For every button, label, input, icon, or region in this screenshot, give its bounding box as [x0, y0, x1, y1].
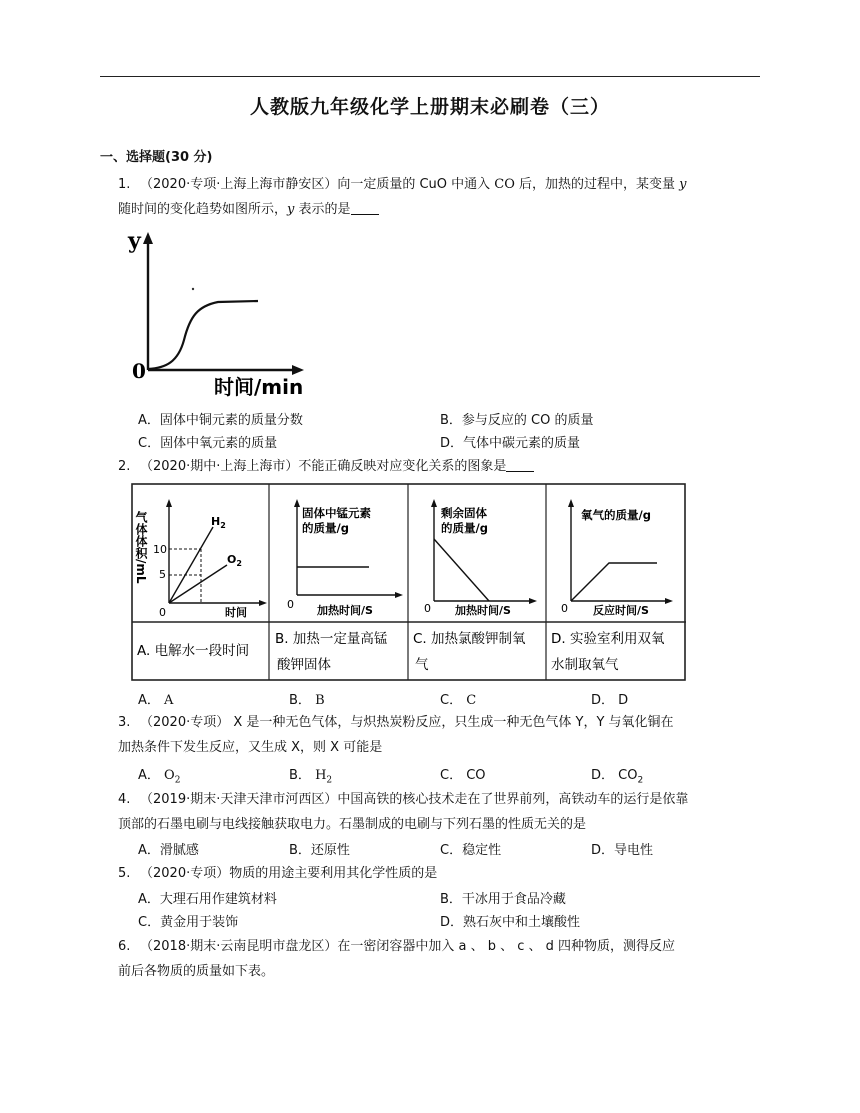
question-text: （2020·专项） X 是一种无色气体，与炽热炭粉反应，只生成一种无色气体 Y，Y 与氧化铜在: [140, 715, 674, 730]
question-5: [118, 861, 762, 886]
x-axis-label: 加热时间/S: [317, 604, 373, 617]
question-text: （2019·期末·天津天津市河西区）中国高铁的核心技术走在了世界前列，高铁动车的运行是依靠: [140, 792, 689, 807]
variable-y: y: [287, 202, 295, 217]
question-number: 1.: [118, 177, 131, 192]
y-axis-label: y: [128, 228, 141, 254]
origin-label: 0: [159, 606, 166, 619]
q1-graph: [126, 228, 316, 400]
y-axis-arrow: [294, 499, 300, 507]
header-rule: [100, 76, 760, 77]
y-axis-label: 固体中锰元素: [302, 506, 371, 520]
h2-line: [169, 527, 213, 603]
formula-co: CO: [494, 177, 515, 192]
x-axis-label: 反应时间/S: [593, 604, 649, 617]
panel-c-caption: C. 加热氯酸钾制氧: [413, 631, 526, 647]
o2-label: $O_2$: [227, 553, 242, 568]
origin-label: 0: [424, 602, 431, 615]
panel-b-caption-2: 酸钾固体: [277, 657, 331, 673]
option-d[interactable]: D．气体中碳元素的质量: [440, 436, 581, 451]
question-number: 6.: [118, 939, 131, 954]
option-a[interactable]: A．大理石用作建筑材料: [138, 892, 277, 907]
option-d[interactable]: D． $CO_2$: [591, 768, 644, 786]
question-text: 表示的是: [294, 202, 351, 217]
option-a[interactable]: A．滑腻感: [138, 843, 199, 858]
y-axis-label: 氧气的质量/g: [581, 508, 651, 522]
option-d[interactable]: D．熟石灰中和土壤酸性: [440, 915, 581, 930]
question-3-line2: 加热条件下发生反应，又生成 X，则 X 可能是: [118, 740, 383, 755]
decreasing-line: [434, 539, 489, 601]
y-axis-label: 剩余固体: [441, 506, 487, 520]
y-axis-label: 气体体积/mL: [134, 511, 148, 584]
option-b[interactable]: B．干冰用于食品冷藏: [440, 892, 566, 907]
question-2: [118, 454, 762, 479]
panel-d-caption-2: 水制取氧气: [551, 657, 619, 673]
option-c[interactable]: C． C: [440, 693, 477, 708]
option-c[interactable]: C．固体中氧元素的质量: [138, 436, 278, 451]
o2-line: [169, 565, 227, 603]
question-number: 5.: [118, 866, 131, 881]
question-4-line2: 顶部的石墨电刷与电线接触获取电力。石墨制成的电刷与下列石墨的性质无关的是: [118, 817, 587, 832]
x-axis-arrow: [259, 600, 267, 606]
y-axis-arrow: [166, 499, 172, 507]
panel-d-graph: [551, 499, 673, 673]
answer-blank[interactable]: [351, 201, 379, 215]
trend-curve: [148, 301, 258, 369]
panel-d-caption: D. 实验室利用双氧: [551, 631, 665, 647]
origin-label: 0: [132, 359, 146, 383]
option-c[interactable]: C．黄金用于装饰: [138, 915, 239, 930]
option-d[interactable]: D． D: [591, 693, 629, 708]
option-c[interactable]: C．稳定性: [440, 843, 502, 858]
dot-mark: [192, 288, 194, 290]
option-b[interactable]: B． $H_2$: [289, 768, 333, 786]
answer-blank[interactable]: [506, 458, 534, 472]
y-axis-arrow: [568, 499, 574, 507]
question-text: 随时间的变化趋势如图所示，: [118, 202, 288, 217]
option-d[interactable]: D．导电性: [591, 843, 654, 858]
option-b[interactable]: B．参与反应的 CO 的质量: [440, 413, 594, 428]
x-axis-arrow: [665, 598, 673, 604]
option-b[interactable]: B．还原性: [289, 843, 350, 858]
y-axis-arrow: [143, 232, 153, 244]
rising-then-flat-line: [571, 563, 657, 601]
x-axis-arrow: [395, 592, 403, 598]
question-number: 3.: [118, 715, 131, 730]
option-c[interactable]: C． CO: [440, 768, 486, 783]
x-axis-label: 加热时间/S: [455, 604, 511, 617]
question-text: （2020·专项）物质的用途主要利用其化学性质的是: [140, 866, 438, 881]
option-a[interactable]: A．固体中铜元素的质量分数: [138, 413, 303, 428]
panel-c-graph: [413, 499, 537, 673]
question-text: 后，加热的过程中，某变量: [514, 177, 680, 192]
panel-b-caption: B. 加热一定量高锰: [275, 631, 388, 647]
question-number: 2.: [118, 459, 131, 474]
question-number: 4.: [118, 792, 131, 807]
h2-label: $H_2$: [211, 515, 226, 530]
question-text: （2020·专项·上海上海市静安区）向一定质量的 CuO 中通入: [140, 177, 495, 192]
origin-label: 0: [287, 598, 294, 611]
x-axis-arrow: [292, 365, 304, 375]
section-heading: 一、选择题(30 分): [100, 150, 213, 165]
panel-c-caption-2: 气: [415, 657, 429, 673]
y-axis-label-2: 的质量/g: [302, 521, 349, 535]
panel-a-graph: [134, 499, 267, 659]
option-b[interactable]: B． B: [289, 693, 325, 708]
tick-10: 10: [153, 543, 167, 556]
y-axis-arrow: [431, 499, 437, 507]
question-6-line2: 前后各物质的质量如下表。: [118, 964, 275, 979]
x-axis-label: 时间/min: [214, 375, 304, 399]
variable-y: y: [679, 177, 687, 192]
panel-b-graph: [275, 499, 403, 673]
option-a[interactable]: A． A: [138, 693, 174, 708]
question-6: [118, 934, 762, 959]
question-text: （2020·期中·上海上海市）不能正确反映对应变化关系的图象是: [140, 459, 507, 474]
question-3: [118, 710, 762, 735]
origin-label: 0: [561, 602, 568, 615]
page-title: 人教版九年级化学上册期末必刷卷（三）: [249, 96, 610, 118]
question-4: [118, 787, 762, 812]
question-1: [118, 172, 762, 197]
question-text: （2018·期末·云南昆明市盘龙区）在一密闭容器中加入 a 、 b 、 c 、 d 四种物质，测得反应: [140, 939, 676, 954]
panel-a-caption: A. 电解水一段时间: [137, 643, 250, 659]
tick-5: 5: [159, 568, 166, 581]
q2-figure-table: [131, 483, 687, 683]
y-axis-label-2: 的质量/g: [441, 521, 488, 535]
question-1-line2: [118, 197, 762, 222]
x-axis-arrow: [529, 598, 537, 604]
x-axis-label: 时间: [225, 606, 247, 619]
option-a[interactable]: A． $O_2$: [138, 768, 181, 786]
